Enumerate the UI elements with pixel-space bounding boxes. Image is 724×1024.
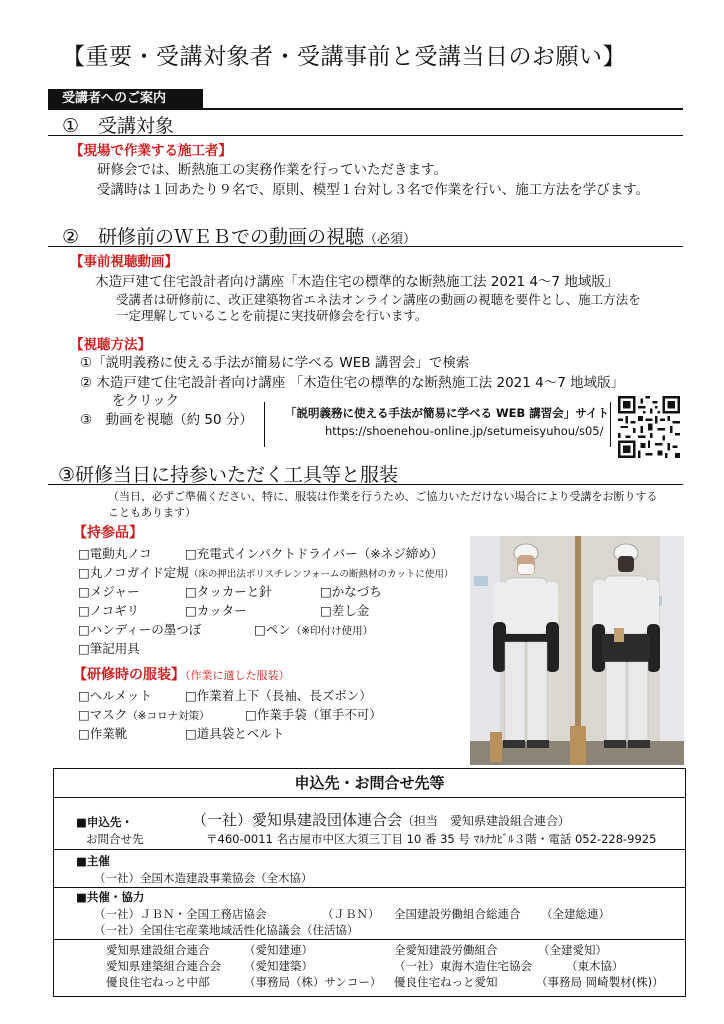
checklist-item[interactable]: □電動丸ノコ	[78, 546, 152, 561]
apply-label: ■申込先・	[76, 815, 133, 829]
website-url[interactable]: https://shoenehou-online.jp/setumeisyuhou/s05/	[325, 424, 604, 438]
method-step: をクリック	[112, 393, 179, 409]
checklist-item[interactable]: □作業手袋（軍手不可）	[245, 707, 382, 722]
section2-heading	[62, 222, 416, 249]
section3-heading: ③研修当日に持参いただく工具等と服装	[58, 464, 399, 486]
co-org: （一社）東海木造住宅協会	[394, 959, 532, 973]
qr-code-icon[interactable]	[618, 396, 680, 458]
checklist-item[interactable]	[254, 620, 373, 638]
checklist-item[interactable]: □メジャー	[78, 584, 140, 599]
co-org-abbr: （ＪＢＮ）	[322, 907, 380, 921]
wear-tag	[73, 664, 290, 684]
checklist-item[interactable]: □道具袋とベルト	[185, 726, 285, 741]
section2-heading-note: （必須）	[364, 232, 417, 247]
org-note: （担当 愛知県建設組合連合）	[402, 814, 571, 828]
wear-tag-note: （作業に適した服装）	[185, 669, 290, 682]
checklist-item[interactable]: □充電式インパクトドライバー（※ネジ締め）	[185, 546, 444, 561]
co-org: 愛知県建築組合連合会	[106, 959, 221, 973]
co-org: 優良住宅ねっと愛知	[394, 975, 498, 989]
host-label: ■主催	[76, 854, 110, 868]
divider	[48, 246, 683, 247]
wear-tag-text: 【研修時の服装】	[73, 667, 185, 683]
org-name: （一社）愛知県建設団体連合会	[192, 811, 403, 829]
section1-text: 受講時は１回あたり９名で、原則、模型１台対し３名で作業を行い、施工方法を学びます。	[97, 182, 650, 198]
checklist-item[interactable]: □タッカーと針	[185, 584, 272, 599]
co-org-abbr: （事務局 岡崎製材(株)）	[536, 975, 664, 989]
section3-note: （当日、必ずご準備ください、特に、服装は作業を行うため、ご協力いただけない場合により受講をお断りする	[108, 490, 658, 503]
website-box	[264, 402, 611, 447]
worker-attire-photo	[470, 536, 684, 765]
co-org-abbr: （東木協）	[566, 959, 624, 973]
co-org: （一社）ＪＢＮ・全国工務店協会	[94, 907, 267, 921]
method-step: ③ 動画を視聴（約 50 分）	[80, 412, 253, 428]
checklist-item[interactable]: □筆記用具	[78, 641, 140, 656]
checklist-item-note: （※印付け使用）	[290, 625, 374, 637]
divider	[54, 887, 685, 888]
co-org: 優良住宅ねっと中部	[106, 975, 210, 989]
guide-label: 受講者へのご案内	[48, 89, 203, 108]
section1-tag: 【現場で作業する施工者】	[70, 143, 232, 159]
checklist-item[interactable]: □作業靴	[78, 726, 128, 741]
method-tag: 【視聴方法】	[70, 337, 151, 353]
contact-heading: 申込先・お問合せ先等	[54, 769, 685, 798]
website-title: 「説明義務に使える手法が簡易に学べる WEB 講習会」サイト	[285, 406, 610, 420]
checklist-item[interactable]	[78, 705, 210, 723]
checklist-item-label: □丸ノコガイド定規	[78, 565, 189, 580]
section2-heading-text: ② 研修前のＷＥＢでの動画の視聴	[62, 226, 365, 248]
checklist-item-label: □マスク	[78, 707, 128, 722]
section2-note: 受講者は研修前に、改正建築物省エネ法オンライン講座の動画の視聴を要件とし、施工方法を	[116, 292, 641, 307]
contact-box	[53, 768, 686, 997]
course-title: 木造戸建て住宅設計者向け講座「木造住宅の標準的な断熱施工法 2021 4～7 地域版」	[95, 274, 619, 290]
method-step: ② 木造戸建て住宅設計者向け講座 「木造住宅の標準的な断熱施工法 2021 4～7 地域版」	[80, 375, 625, 391]
divider	[48, 135, 683, 136]
co-org-abbr: （全建愛知）	[538, 943, 607, 957]
checklist-item[interactable]: □ハンディーの墨つぼ	[78, 622, 202, 637]
co-org: 全国建設労働組合総連合	[394, 907, 521, 921]
divider	[54, 849, 685, 850]
items-tag: 【持参品】	[73, 525, 143, 541]
checklist-item-label: □ペン	[254, 622, 291, 637]
checklist-item[interactable]: □作業着上下（長袖、長ズボン）	[185, 688, 372, 703]
checklist-item[interactable]: □かなづち	[320, 584, 382, 599]
checklist-item-note: （床の押出法ポリスチレンフォームの断熱材のカットに使用）	[188, 569, 454, 580]
page-title: 【重要・受講対象者・受講事前と受講当日のお願い】	[62, 44, 626, 70]
co-org-abbr: （事務局（株）サンコー）	[244, 975, 382, 989]
divider	[48, 484, 683, 485]
co-org: （一社）全国住宅産業地域活性化協議会（住活協）	[94, 923, 359, 937]
checklist-item[interactable]: □ヘルメット	[78, 688, 152, 703]
checklist-item-note: （※コロナ対策）	[127, 710, 210, 722]
address: 〒460-0011 名古屋市中区大須三丁目 10 番 35 号 ﾏﾙﾅｶﾋﾞﾙ３階・電話 052-228-9925	[206, 832, 657, 846]
method-step: ①「説明義務に使える手法が簡易に学べる WEB 講習会」で検索	[80, 355, 470, 371]
co-org-abbr: （愛知建築）	[244, 959, 313, 973]
co-label: ■共催・協力	[76, 890, 145, 904]
organizer-name	[192, 809, 570, 830]
section3-note: こともあります）	[108, 506, 196, 519]
co-org-abbr: （愛知建連）	[244, 943, 313, 957]
checklist-item[interactable]	[78, 563, 453, 581]
section2-note: 一定理解していることを前提に実技研修会を行います。	[116, 308, 428, 323]
section2-tag: 【事前視聴動画】	[70, 254, 178, 270]
host-name: （一社）全国木造建設事業協会（全木協）	[94, 871, 313, 885]
checklist-item[interactable]: □ノコギリ	[78, 603, 140, 618]
co-org: 全愛知建設労働組合	[394, 943, 498, 957]
section1-heading: ① 受講対象	[62, 115, 175, 137]
co-org-abbr: （全建総連）	[541, 907, 610, 921]
divider	[54, 939, 685, 940]
section1-text: 研修会では、断熱施工の実務作業を行っていただきます。	[97, 162, 447, 178]
checklist-item[interactable]: □カッター	[185, 603, 247, 618]
checklist-item[interactable]: □差し金	[320, 603, 370, 618]
co-org: 愛知県建設組合連合	[106, 943, 210, 957]
divider	[48, 108, 683, 110]
apply-label: お問合せ先	[86, 832, 144, 846]
